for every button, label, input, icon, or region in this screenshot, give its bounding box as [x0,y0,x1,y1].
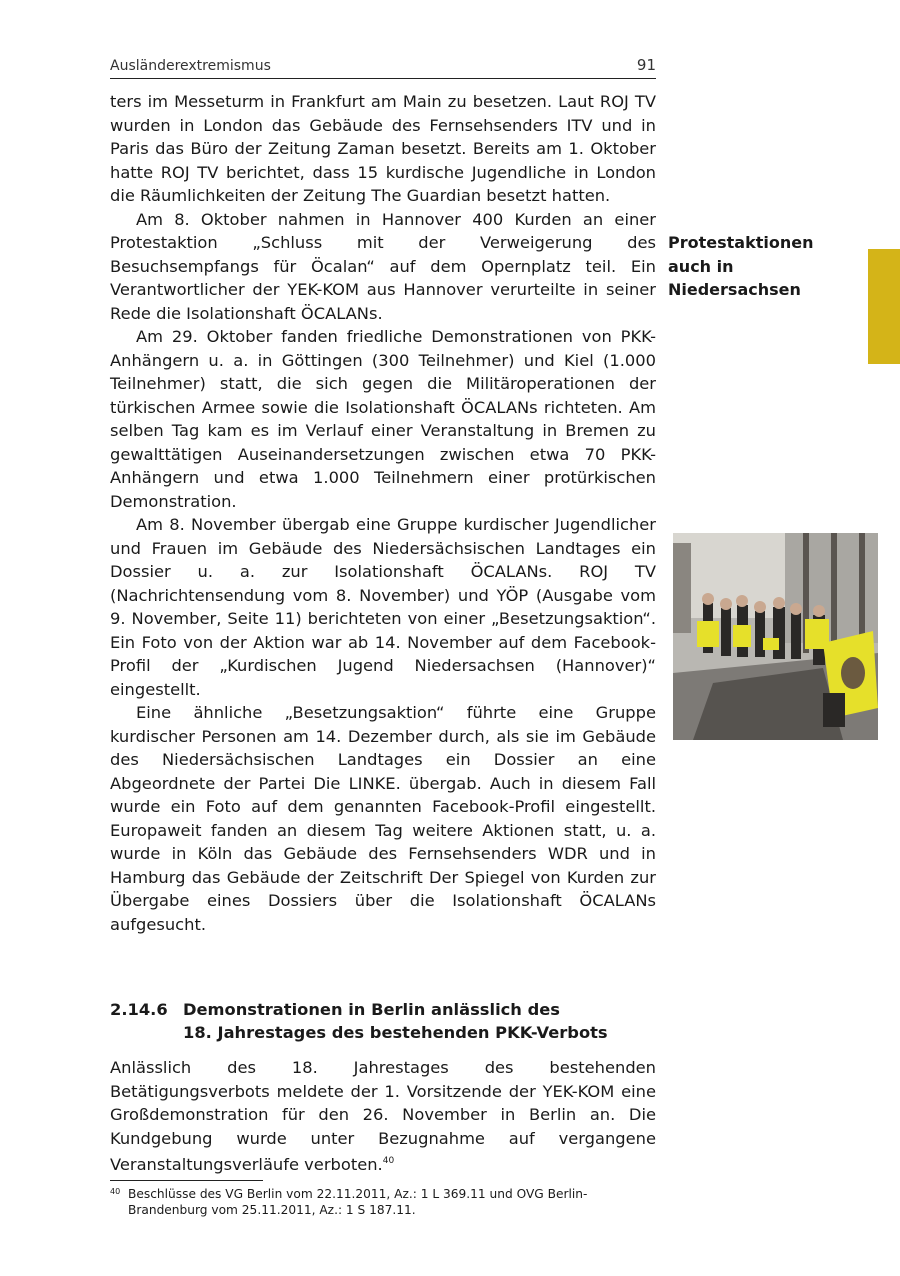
footnote-reference[interactable]: 40 [382,1156,395,1166]
section-paragraph: Anlässlich des 18. Jahrestages des bestehenden Betätigungsverbots meldete der 1. Vorsitzende der YEK-KOM eine Großdemonstration für den 26. November in Berlin an. Die Kundgebung wurde unter Bezugnahme auf vergangene Veranstaltungsverläufe verboten. [110,1058,656,1174]
paragraph-landtag-november: Am 8. November übergab eine Gruppe kurdischer Jugendlicher und Frauen im Gebäude des Niedersächsischen Landtages ein Dossier u. a. zur Isolationshaft ÖCALANs. ROJ TV (Nachrichtensendung vom 8. November) und YÖP (Ausgabe vom 9. November, Seite 11) berichteten von einer „Besetzungsaktion“. Ein Foto von der Aktion war ab 14. November auf dem Facebook-Profil der „Kurdischen Jugend Niedersachsen (Hannover)“ eingestellt. [110,515,656,699]
footnote-number: 40 [110,1187,121,1196]
footnote-text: Beschlüsse des VG Berlin vom 22.11.2011, Az.: 1 L 369.11 und OVG Berlin-Brandenburg vom 25.11.2011, Az.: 1 S 187.11. [128,1187,588,1217]
section-number: 2.14.6 [110,1000,168,1019]
section-title-line: Demonstrationen in Berlin anlässlich des [183,1000,560,1019]
protest-photo-illustration [673,533,878,740]
body-text [110,90,656,936]
section-title [183,998,653,1044]
chapter-tab [868,249,900,364]
footnote-rule [110,1180,263,1181]
page-number: 91 [636,56,656,74]
margin-note-line: auch in [668,256,734,276]
running-title: Ausländerextremismus [110,58,271,74]
protest-photo [673,533,878,740]
section-body [110,1056,656,1177]
paragraph-hannover: Am 8. Oktober nahmen in Hannover 400 Kurden an einer Protestaktion „Schluss mit der Verweigerung des Besuchsempfangs für Öcalan“ auf dem Opernplatz teil. Ein Verantwortlicher der YEK-KOM aus Hannover verurteilte in seiner Rede die Isolationshaft ÖCALANs. [110,209,656,323]
paragraph-continued: ters im Messeturm in Frankfurt am Main zu besetzen. Laut ROJ TV wurden in London das Gebäude des Fernsehsenders ITV und in Paris das Büro der Zeitung Zaman besetzt. Bereits am 1. Oktober hatte ROJ TV berichtet, dass 15 kurdische Jugendliche in London die Räumlichkeiten der Zeitung The Guardian besetzt hatten. [110,92,656,205]
paragraph-goettingen-kiel: Am 29. Oktober fanden friedliche Demonstrationen von PKK-Anhängern u. a. in Göttingen (300 Teilnehmer) und Kiel (1.000 Teilnehmer) statt, die sich gegen die Militäroperationen der türkischen Armee sowie die Isolationshaft ÖCALANs richteten. Am selben Tag kam es im Verlauf einer Veranstaltung in Bremen zu gewalttätigen Auseinandersetzungen zwischen etwa 70 PKK-Anhängern und etwa 1.000 Teilnehmern einer protürkischen Demonstration. [110,327,656,511]
running-header [110,54,656,79]
margin-note-line: Protestaktionen [668,233,814,252]
margin-note [668,231,838,302]
paragraph-landtag-dezember: Eine ähnliche „Besetzungsaktion“ führte eine Gruppe kurdischer Personen am 14. Dezember durch, als sie im Gebäude des Niedersächsischen Landtages ein Dossier an eine Abgeordnete der Partei Die LINKE. übergab. Auch in diesem Fall wurde ein Foto auf dem genannten Facebook-Profil eingestellt. Europaweit fanden an diesem Tag weitere Aktionen statt, u. a. wurde in Köln das Gebäude des Fernsehsenders WDR und in Hamburg das Gebäude der Zeitschrift Der Spiegel von Kurden zur Übergabe eines Dossiers über die Isolationshaft ÖCALANs aufgesucht. [110,703,656,934]
section-title-line: 18. Jahrestages des bestehenden PKK-Verbots [183,1023,608,1042]
footnote [110,1186,656,1218]
margin-note-line: Niedersachsen [668,280,801,299]
